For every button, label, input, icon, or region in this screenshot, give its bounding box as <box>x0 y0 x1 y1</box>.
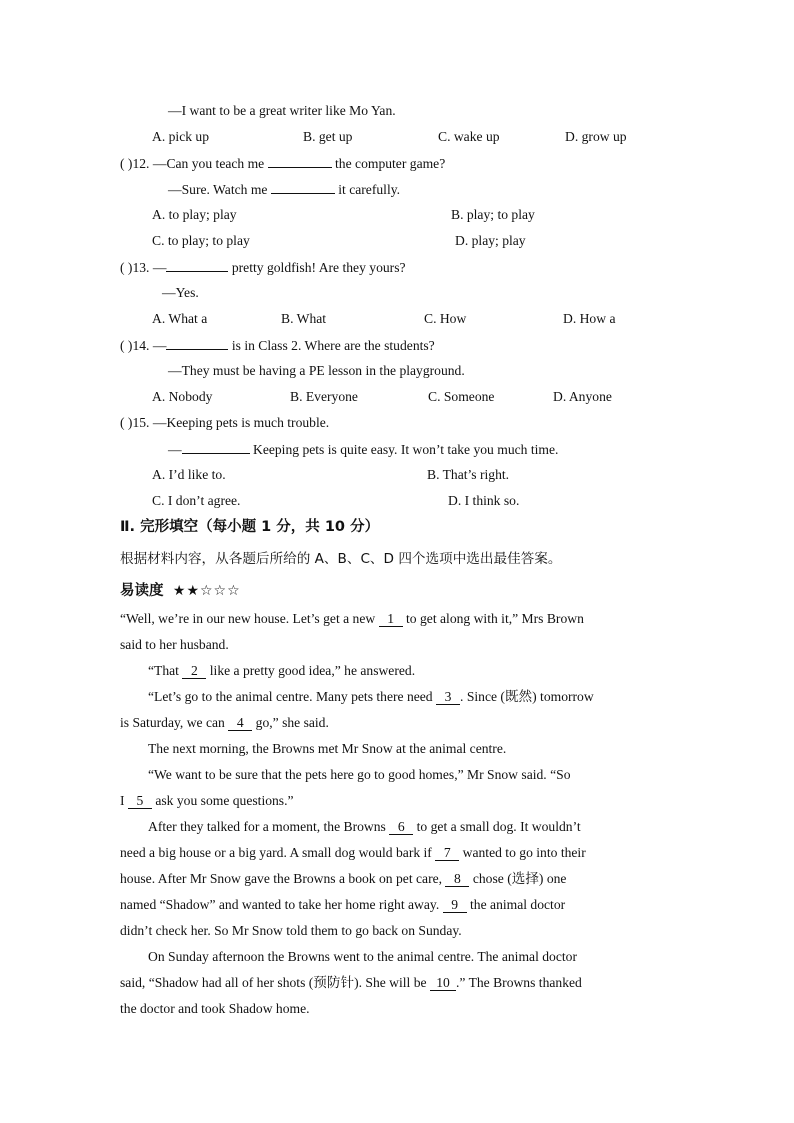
q14-number: ( )14. <box>120 338 150 353</box>
passage-text: “Let’s go to the animal centre. Many pets there need <box>148 689 433 704</box>
passage-line-13: didn’t check her. So Mr Snow told them to go back on Sunday. <box>120 923 462 938</box>
cloze-blank-8: 8 <box>445 871 469 887</box>
passage-line-11 <box>120 870 566 888</box>
passage-text: go,” she said. <box>255 715 329 730</box>
q12-option-b: B. play; to play <box>451 207 535 222</box>
passage-text: “That <box>148 663 179 678</box>
q14-reply: —They must be having a PE lesson in the playground. <box>168 363 465 378</box>
q13-number: ( )13. <box>120 260 150 275</box>
q12-reply-b: it carefully. <box>338 182 401 197</box>
passage-line-8 <box>120 792 294 810</box>
passage-text: to get along with it,” Mrs Brown <box>406 611 584 626</box>
passage-text: After they talked for a moment, the Browns <box>148 819 386 834</box>
q15-option-a: A. I’d like to. <box>152 467 226 482</box>
cloze-blank-9: 9 <box>443 897 467 913</box>
section-heading: Ⅱ. 完形填空（每小题 1 分，共 10 分） <box>120 519 380 535</box>
q11-answer-line: —I want to be a great writer like Mo Yan. <box>168 103 396 118</box>
q12-blank-2 <box>271 180 335 194</box>
q13-option-b: B. What <box>281 311 327 326</box>
q14-text: is in Class 2. Where are the students? <box>231 338 435 353</box>
cloze-blank-5: 5 <box>128 793 152 809</box>
cloze-blank-7: 7 <box>435 845 459 861</box>
q14-option-a: A. Nobody <box>152 389 213 404</box>
passage-line-1 <box>120 610 584 628</box>
q11-option-d: D. grow up <box>565 129 627 144</box>
q12-option-a: A. to play; play <box>152 207 237 222</box>
difficulty-stars-icon: ★★☆☆☆ <box>172 583 241 599</box>
q15-number: ( )15. <box>120 415 150 430</box>
passage-line-14: On Sunday afternoon the Browns went to the animal centre. The animal doctor <box>148 949 577 964</box>
passage-line-12 <box>120 896 565 914</box>
passage-line-9 <box>148 818 581 836</box>
passage-text: said, “Shadow had all of her shots (预防针). She will be <box>120 975 427 990</box>
q15-question <box>120 414 329 432</box>
cloze-blank-4: 4 <box>228 715 252 731</box>
q12-text-a: —Can you teach me <box>152 156 265 171</box>
q13-question <box>120 258 406 277</box>
passage-line-16: the doctor and took Shadow home. <box>120 1001 310 1016</box>
q14-option-d: D. Anyone <box>553 389 612 404</box>
passage-line-4 <box>148 688 594 706</box>
q12-reply-a: —Sure. Watch me <box>168 182 268 197</box>
passage-text: to get a small dog. It wouldn’t <box>416 819 581 834</box>
q13-text: pretty goldfish! Are they yours? <box>231 260 406 275</box>
q13-option-a: A. What a <box>152 311 208 326</box>
q12-option-d: D. play; play <box>455 233 526 248</box>
cloze-blank-3: 3 <box>436 689 460 705</box>
cloze-blank-2: 2 <box>182 663 206 679</box>
difficulty-label: 易读度 <box>120 583 164 599</box>
passage-line-10 <box>120 844 586 862</box>
q15-reply-text: Keeping pets is quite easy. It won’t take you much time. <box>253 442 559 457</box>
q12-number: ( )12. <box>120 156 150 171</box>
q12-question <box>120 154 445 173</box>
passage-text: is Saturday, we can <box>120 715 225 730</box>
passage-text: . Since (既然) tomorrow <box>460 689 594 704</box>
cloze-blank-10: 10 <box>430 975 456 991</box>
q11-option-a: A. pick up <box>152 129 210 144</box>
passage-text: .” The Browns thanked <box>455 975 582 990</box>
q13-reply: —Yes. <box>162 285 199 300</box>
q15-option-c: C. I don’t agree. <box>152 493 241 508</box>
passage-text: wanted to go into their <box>462 845 586 860</box>
q14-question <box>120 336 435 355</box>
q12-option-c: C. to play; to play <box>152 233 250 248</box>
passage-line-3 <box>148 662 415 680</box>
q14-dash: — <box>152 338 167 353</box>
q13-dash: — <box>152 260 167 275</box>
passage-text: need a big house or a big yard. A small dog would bark if <box>120 845 432 860</box>
q13-option-d: D. How a <box>563 311 616 326</box>
q15-blank <box>182 440 250 454</box>
q14-option-b: B. Everyone <box>290 389 358 404</box>
q14-blank <box>166 336 228 350</box>
q12-reply <box>168 180 400 199</box>
q11-option-b: B. get up <box>303 129 353 144</box>
passage-text: “Well, we’re in our new house. Let’s get a new <box>120 611 376 626</box>
passage-line-5 <box>120 714 329 732</box>
q13-option-c: C. How <box>424 311 467 326</box>
q15-dash: — <box>168 442 182 457</box>
q12-text-b: the computer game? <box>335 156 446 171</box>
passage-line-15 <box>120 974 582 992</box>
cloze-blank-1: 1 <box>379 611 403 627</box>
passage-text: house. After Mr Snow gave the Browns a book on pet care, <box>120 871 443 886</box>
passage-text: chose (选择) one <box>472 871 567 886</box>
passage-text: ask you some questions.” <box>155 793 294 808</box>
passage-line-2: said to her husband. <box>120 637 229 652</box>
q15-text: —Keeping pets is much trouble. <box>152 415 330 430</box>
q11-option-c: C. wake up <box>438 129 500 144</box>
q15-option-d: D. I think so. <box>448 493 520 508</box>
difficulty-row <box>120 582 241 600</box>
section-instruction: 根据材料内容，从各题后所给的 A、B、C、D 四个选项中选出最佳答案。 <box>120 551 562 567</box>
passage-line-7: “We want to be sure that the pets here go to good homes,” Mr Snow said. “So <box>148 767 571 782</box>
q12-blank-1 <box>268 154 332 168</box>
passage-text: named “Shadow” and wanted to take her home right away. <box>120 897 440 912</box>
cloze-blank-6: 6 <box>389 819 413 835</box>
passage-line-6: The next morning, the Browns met Mr Snow at the animal centre. <box>148 741 507 756</box>
passage-text: I <box>120 793 125 808</box>
q15-option-b: B. That’s right. <box>427 467 510 482</box>
q15-reply <box>168 440 558 459</box>
q13-blank <box>166 258 228 272</box>
passage-text: the animal doctor <box>470 897 566 912</box>
passage-text: like a pretty good idea,” he answered. <box>209 663 416 678</box>
q14-option-c: C. Someone <box>428 389 495 404</box>
